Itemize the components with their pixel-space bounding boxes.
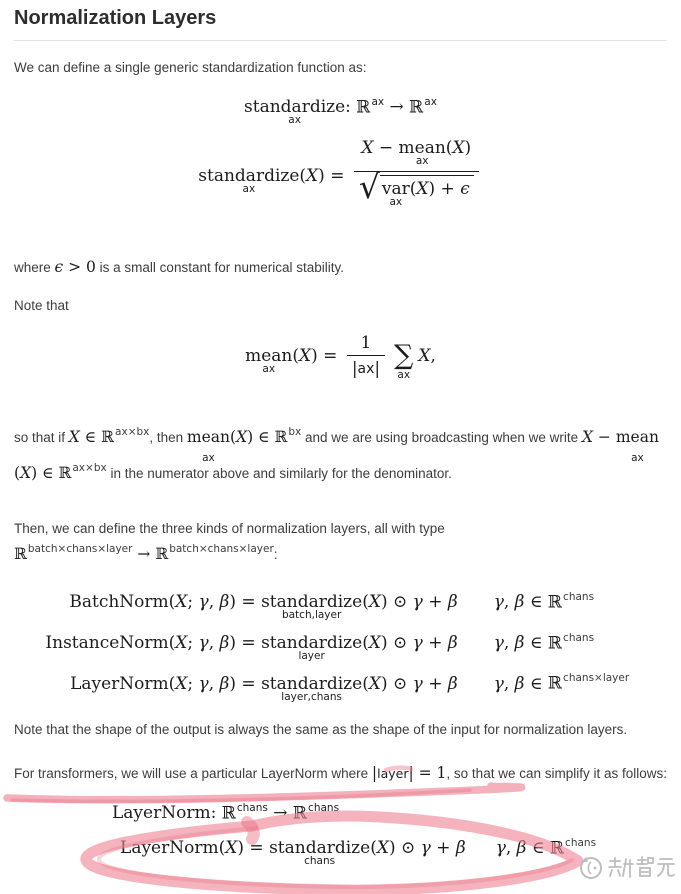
operator-name: standardize: [261, 633, 363, 654]
math-roman: ,: [208, 592, 220, 613]
math-roman: |: [371, 764, 378, 782]
operator-with-under-label: [245, 345, 293, 375]
math-roman: →: [132, 544, 156, 563]
fraction: [347, 333, 385, 379]
axis-under-label: ax: [397, 369, 411, 382]
math-variable: β: [455, 837, 466, 858]
text-run: , then: [149, 429, 187, 445]
equation-group-simplified-layernorm: [14, 801, 667, 867]
math-variable: X: [361, 137, 374, 158]
text-run: Note that the shape of the output is always the same as the shape of the input for normalization layers.: [14, 722, 628, 738]
text-run: and we are using broadcasting when we write: [301, 429, 582, 445]
math-variable: β: [219, 673, 230, 694]
denominator: [354, 166, 479, 215]
operator-name: standardize: [261, 592, 363, 613]
axis-under-label: layer,chans: [281, 690, 342, 703]
math-variable: β: [514, 633, 525, 654]
equation-row: [14, 836, 667, 867]
radical-sign: √: [358, 166, 380, 206]
axis-superscript: chans: [565, 836, 597, 849]
math-roman: ∈: [79, 427, 102, 446]
operator-with-under-label: [381, 178, 410, 208]
math-variable: β: [516, 837, 527, 858]
math-roman: ) =: [311, 345, 343, 366]
math-roman: (: [14, 463, 21, 482]
math-roman: ;: [187, 592, 199, 613]
math-roman: (: [292, 345, 300, 366]
summation-symbol: ∑: [394, 340, 414, 372]
math-variable: γ: [495, 837, 506, 858]
radicand: [380, 175, 474, 208]
text-run: in the numerator above and similarly for the denominator.: [106, 465, 452, 481]
set-of-reals: [222, 803, 268, 824]
math-roman: ) ∈: [31, 463, 59, 482]
set-of-reals: [548, 633, 594, 654]
math-roman: =: [236, 673, 262, 694]
math-variable: X: [416, 178, 429, 199]
text-run: is a small constant for numerical stability.: [95, 259, 345, 275]
text-run: We can define a single generic standardization function as:: [14, 60, 367, 75]
math-roman: ) ⊙: [380, 633, 413, 654]
math-roman: −: [373, 137, 399, 158]
text-run: so that if: [14, 429, 69, 445]
operator-name: standardize: [261, 673, 363, 694]
operator-with-under-label: [269, 837, 371, 867]
equation-standardize-type: [14, 97, 667, 132]
equation-constraint: [494, 633, 594, 654]
math-roman: > 0: [63, 257, 96, 276]
math-variable: X: [299, 345, 312, 366]
xinzhiyuan-logo-icon: [581, 857, 601, 878]
axis-under-label: ax: [262, 362, 276, 375]
math-roman: =: [236, 592, 262, 613]
math-roman: |: [351, 358, 358, 379]
math-roman: ∈: [524, 592, 548, 613]
text-run: :: [273, 546, 278, 562]
math-roman: (: [299, 166, 307, 187]
math-variable: X: [581, 427, 593, 446]
operator-name: var: [381, 178, 410, 199]
math-variable: β: [219, 592, 230, 613]
math-roman: ) ⊙: [380, 592, 413, 613]
axis-name: ax: [357, 360, 375, 377]
math-variable: β: [447, 633, 458, 654]
operator-with-under-label: [261, 673, 363, 703]
math-roman: ∈: [524, 633, 548, 654]
math-variable: γ: [412, 633, 423, 654]
paragraph-epsilon: [14, 255, 667, 279]
equation-standardize-def: [14, 138, 667, 215]
axis-under-label: batch,layer: [281, 609, 342, 622]
math-roman: ): [464, 137, 472, 158]
set-of-reals: [101, 419, 149, 455]
math-variable: X: [175, 633, 188, 654]
math-roman: (: [362, 673, 369, 694]
math-roman: ) ⊙: [388, 837, 421, 858]
math-roman: ): [229, 633, 236, 654]
denominator: [347, 355, 385, 379]
math-variable: X: [175, 592, 188, 613]
math-roman: ) ∈: [247, 427, 275, 446]
equation-rhs: [244, 837, 466, 867]
math-roman: −: [593, 427, 616, 446]
math-roman: +: [422, 633, 448, 654]
math-variable: ϵ: [460, 178, 470, 199]
axis-under-label: chans: [304, 854, 336, 867]
text-run: Then, we can define the three kinds of normalization layers, all with type: [14, 521, 445, 537]
equation-constraint: [494, 673, 630, 694]
double-struck-R: ℝ: [409, 97, 424, 118]
paragraph-broadcasting: [14, 419, 667, 492]
math-roman: =: [244, 837, 270, 858]
math-variable: γ: [493, 633, 504, 654]
paragraph-shape-note: [14, 720, 667, 741]
equation-rhs: [236, 592, 458, 622]
math-roman: =: [236, 633, 262, 654]
math-roman: ;: [187, 633, 199, 654]
math-variable: γ: [198, 592, 209, 613]
axis-under-label: layer: [298, 650, 325, 663]
math-variable: β: [447, 673, 458, 694]
equation-lhs: [14, 838, 244, 858]
equation-lhs: [14, 592, 236, 612]
axis-superscript: chans: [236, 801, 268, 814]
operator-name: standardize: [198, 166, 300, 187]
math-roman: ,: [503, 633, 515, 654]
axis-superscript: bx: [288, 426, 302, 439]
math-roman: BatchNorm(: [69, 592, 176, 613]
math-roman: LayerNorm:: [112, 803, 222, 824]
math-roman: ) =: [318, 166, 350, 187]
math-roman: |: [374, 358, 381, 379]
math-roman: ,: [503, 592, 515, 613]
operator-with-under-label: [244, 97, 346, 127]
paragraph-intro: [14, 58, 667, 79]
math-roman: (: [230, 427, 237, 446]
operator-with-under-label: [261, 633, 363, 663]
axis-superscript: batch×chans×layer: [169, 543, 274, 556]
math-variable: X: [368, 592, 381, 613]
math-roman: 1: [360, 332, 372, 353]
operator-name: mean: [245, 345, 293, 366]
math-variable: X: [20, 463, 32, 482]
equation-row: [14, 672, 667, 703]
set-of-reals: [155, 541, 273, 568]
math-roman: ,: [208, 633, 220, 654]
axis-under-label: ax: [202, 451, 215, 464]
equation-mean-definition: [14, 333, 667, 391]
equation-lhs: [14, 674, 236, 694]
text-run: Note that: [14, 297, 69, 313]
math-variable: X: [368, 633, 381, 654]
paragraph-then-define: [14, 517, 667, 568]
axis-superscript: batch×chans×layer: [27, 543, 133, 556]
double-struck-R: ℝ: [547, 592, 563, 613]
equation-constraint: [494, 592, 594, 613]
set-of-reals: [548, 673, 629, 694]
math-variable: γ: [412, 592, 423, 613]
math-variable: β: [219, 633, 230, 654]
equation-group-norm-layers: [14, 591, 667, 703]
double-struck-R: ℝ: [101, 427, 115, 446]
set-of-reals: [548, 592, 594, 613]
math-roman: →: [267, 803, 293, 824]
page-title: Normalization Layers: [14, 7, 217, 29]
double-struck-R: ℝ: [14, 544, 27, 563]
math-roman: ) ⊙: [380, 673, 413, 694]
axis-superscript: chans: [308, 801, 340, 814]
math-roman: LayerNorm(: [120, 837, 226, 858]
math-variable: X: [452, 137, 465, 158]
math-variable: γ: [198, 633, 209, 654]
math-roman: (: [445, 137, 453, 158]
numerator: [356, 333, 377, 355]
axis-superscript: chans: [563, 591, 595, 604]
operator-name: mean: [186, 427, 231, 446]
math-roman: :: [345, 97, 357, 118]
math-roman: ): [229, 673, 236, 694]
double-struck-R: ℝ: [274, 427, 288, 446]
equation-row: [14, 591, 667, 622]
math-variable: γ: [493, 673, 504, 694]
double-struck-R: ℝ: [221, 803, 236, 824]
math-roman: (: [370, 837, 377, 858]
math-roman: | = 1: [408, 764, 447, 782]
axis-under-label: ax: [242, 183, 256, 196]
math-roman: +: [422, 592, 448, 613]
double-struck-R: ℝ: [292, 803, 308, 824]
watermark: [574, 849, 678, 887]
double-struck-R: ℝ: [58, 463, 72, 482]
sum-with-under-label: [389, 340, 418, 382]
math-roman: ∈: [524, 673, 548, 694]
math-variable: X: [418, 345, 431, 366]
math-variable: ϵ: [54, 257, 64, 276]
math-variable: X: [306, 166, 319, 187]
operator-name: standardize: [269, 837, 371, 858]
text-run: For transformers, we will use a particular LayerNorm where: [14, 766, 372, 781]
square-root: [358, 166, 474, 208]
axis-under-label: ax: [631, 451, 644, 464]
axis-superscript: ax×bx: [72, 462, 107, 475]
math-roman: +: [422, 673, 448, 694]
paragraph-transformers: [14, 756, 667, 791]
equation-rhs: [236, 673, 458, 703]
operator-name: mean: [615, 427, 659, 446]
math-roman: ,: [430, 345, 436, 366]
equation-lhs: [14, 633, 236, 653]
axis-under-label: ax: [415, 154, 429, 167]
math-variable: X: [68, 427, 80, 446]
axis-superscript: ax: [371, 95, 385, 108]
set-of-reals: [356, 97, 384, 118]
math-variable: β: [514, 673, 525, 694]
set-of-reals: [58, 455, 106, 491]
axis-superscript: ax: [424, 95, 437, 108]
operator-name: mean: [398, 137, 446, 158]
double-struck-R: ℝ: [547, 674, 563, 695]
math-roman: LayerNorm(: [70, 673, 176, 694]
math-variable: γ: [420, 837, 431, 858]
math-roman: ,: [505, 837, 517, 858]
math-variable: β: [514, 592, 525, 613]
math-variable: X: [376, 837, 389, 858]
title-divider: [14, 40, 667, 41]
double-struck-R: ℝ: [356, 97, 371, 118]
watermark-text: [604, 853, 673, 883]
operator-with-under-label: [261, 592, 363, 622]
math-variable: X: [368, 673, 381, 694]
math-roman: +: [430, 837, 456, 858]
operator-with-under-label: [198, 166, 300, 196]
text-run: where: [14, 259, 55, 275]
equation-layernorm-type: [14, 803, 667, 830]
math-roman: (: [362, 633, 369, 654]
set-of-reals: [293, 803, 339, 824]
math-roman: ∈: [526, 837, 550, 858]
axis-superscript: chans×layer: [563, 672, 630, 685]
math-variable: X: [225, 837, 238, 858]
axis-under-label: ax: [389, 195, 403, 208]
double-struck-R: ℝ: [549, 838, 565, 859]
double-struck-R: ℝ: [547, 633, 563, 654]
equation-row: [14, 631, 667, 663]
math-variable: γ: [412, 673, 423, 694]
axis-name: layer: [377, 766, 409, 781]
set-of-reals: [275, 419, 302, 455]
axis-superscript: ax×bx: [115, 426, 150, 439]
set-of-reals: [409, 97, 437, 118]
math-roman: (: [362, 592, 369, 613]
math-variable: X: [175, 673, 188, 694]
axis-superscript: chans: [563, 631, 595, 644]
math-roman: ) +: [428, 178, 461, 199]
math-variable: γ: [493, 592, 504, 613]
set-of-reals: [14, 541, 132, 568]
math-variable: X: [236, 427, 248, 446]
operator-with-under-label: [186, 419, 231, 464]
double-struck-R: ℝ: [155, 544, 169, 563]
equation-layernorm-definition: [14, 836, 667, 867]
math-roman: (: [409, 178, 417, 199]
math-variable: γ: [198, 673, 209, 694]
operator-with-under-label: [398, 137, 446, 167]
axis-under-label: ax: [288, 114, 301, 127]
operator-with-under-label: [615, 419, 659, 464]
fraction: [354, 138, 479, 215]
math-roman: →: [384, 97, 410, 118]
text-run: , so that we can simplify it as follows:: [446, 766, 668, 781]
math-roman: ): [229, 592, 236, 613]
math-roman: ): [237, 837, 244, 858]
paragraph-note-that: [14, 296, 667, 317]
math-roman: ,: [503, 673, 515, 694]
operator-name: standardize: [244, 97, 346, 118]
math-roman: InstanceNorm(: [45, 633, 176, 654]
math-roman: ;: [187, 673, 199, 694]
math-roman: ,: [208, 673, 220, 694]
math-variable: β: [447, 592, 458, 613]
equation-rhs: [236, 633, 458, 663]
